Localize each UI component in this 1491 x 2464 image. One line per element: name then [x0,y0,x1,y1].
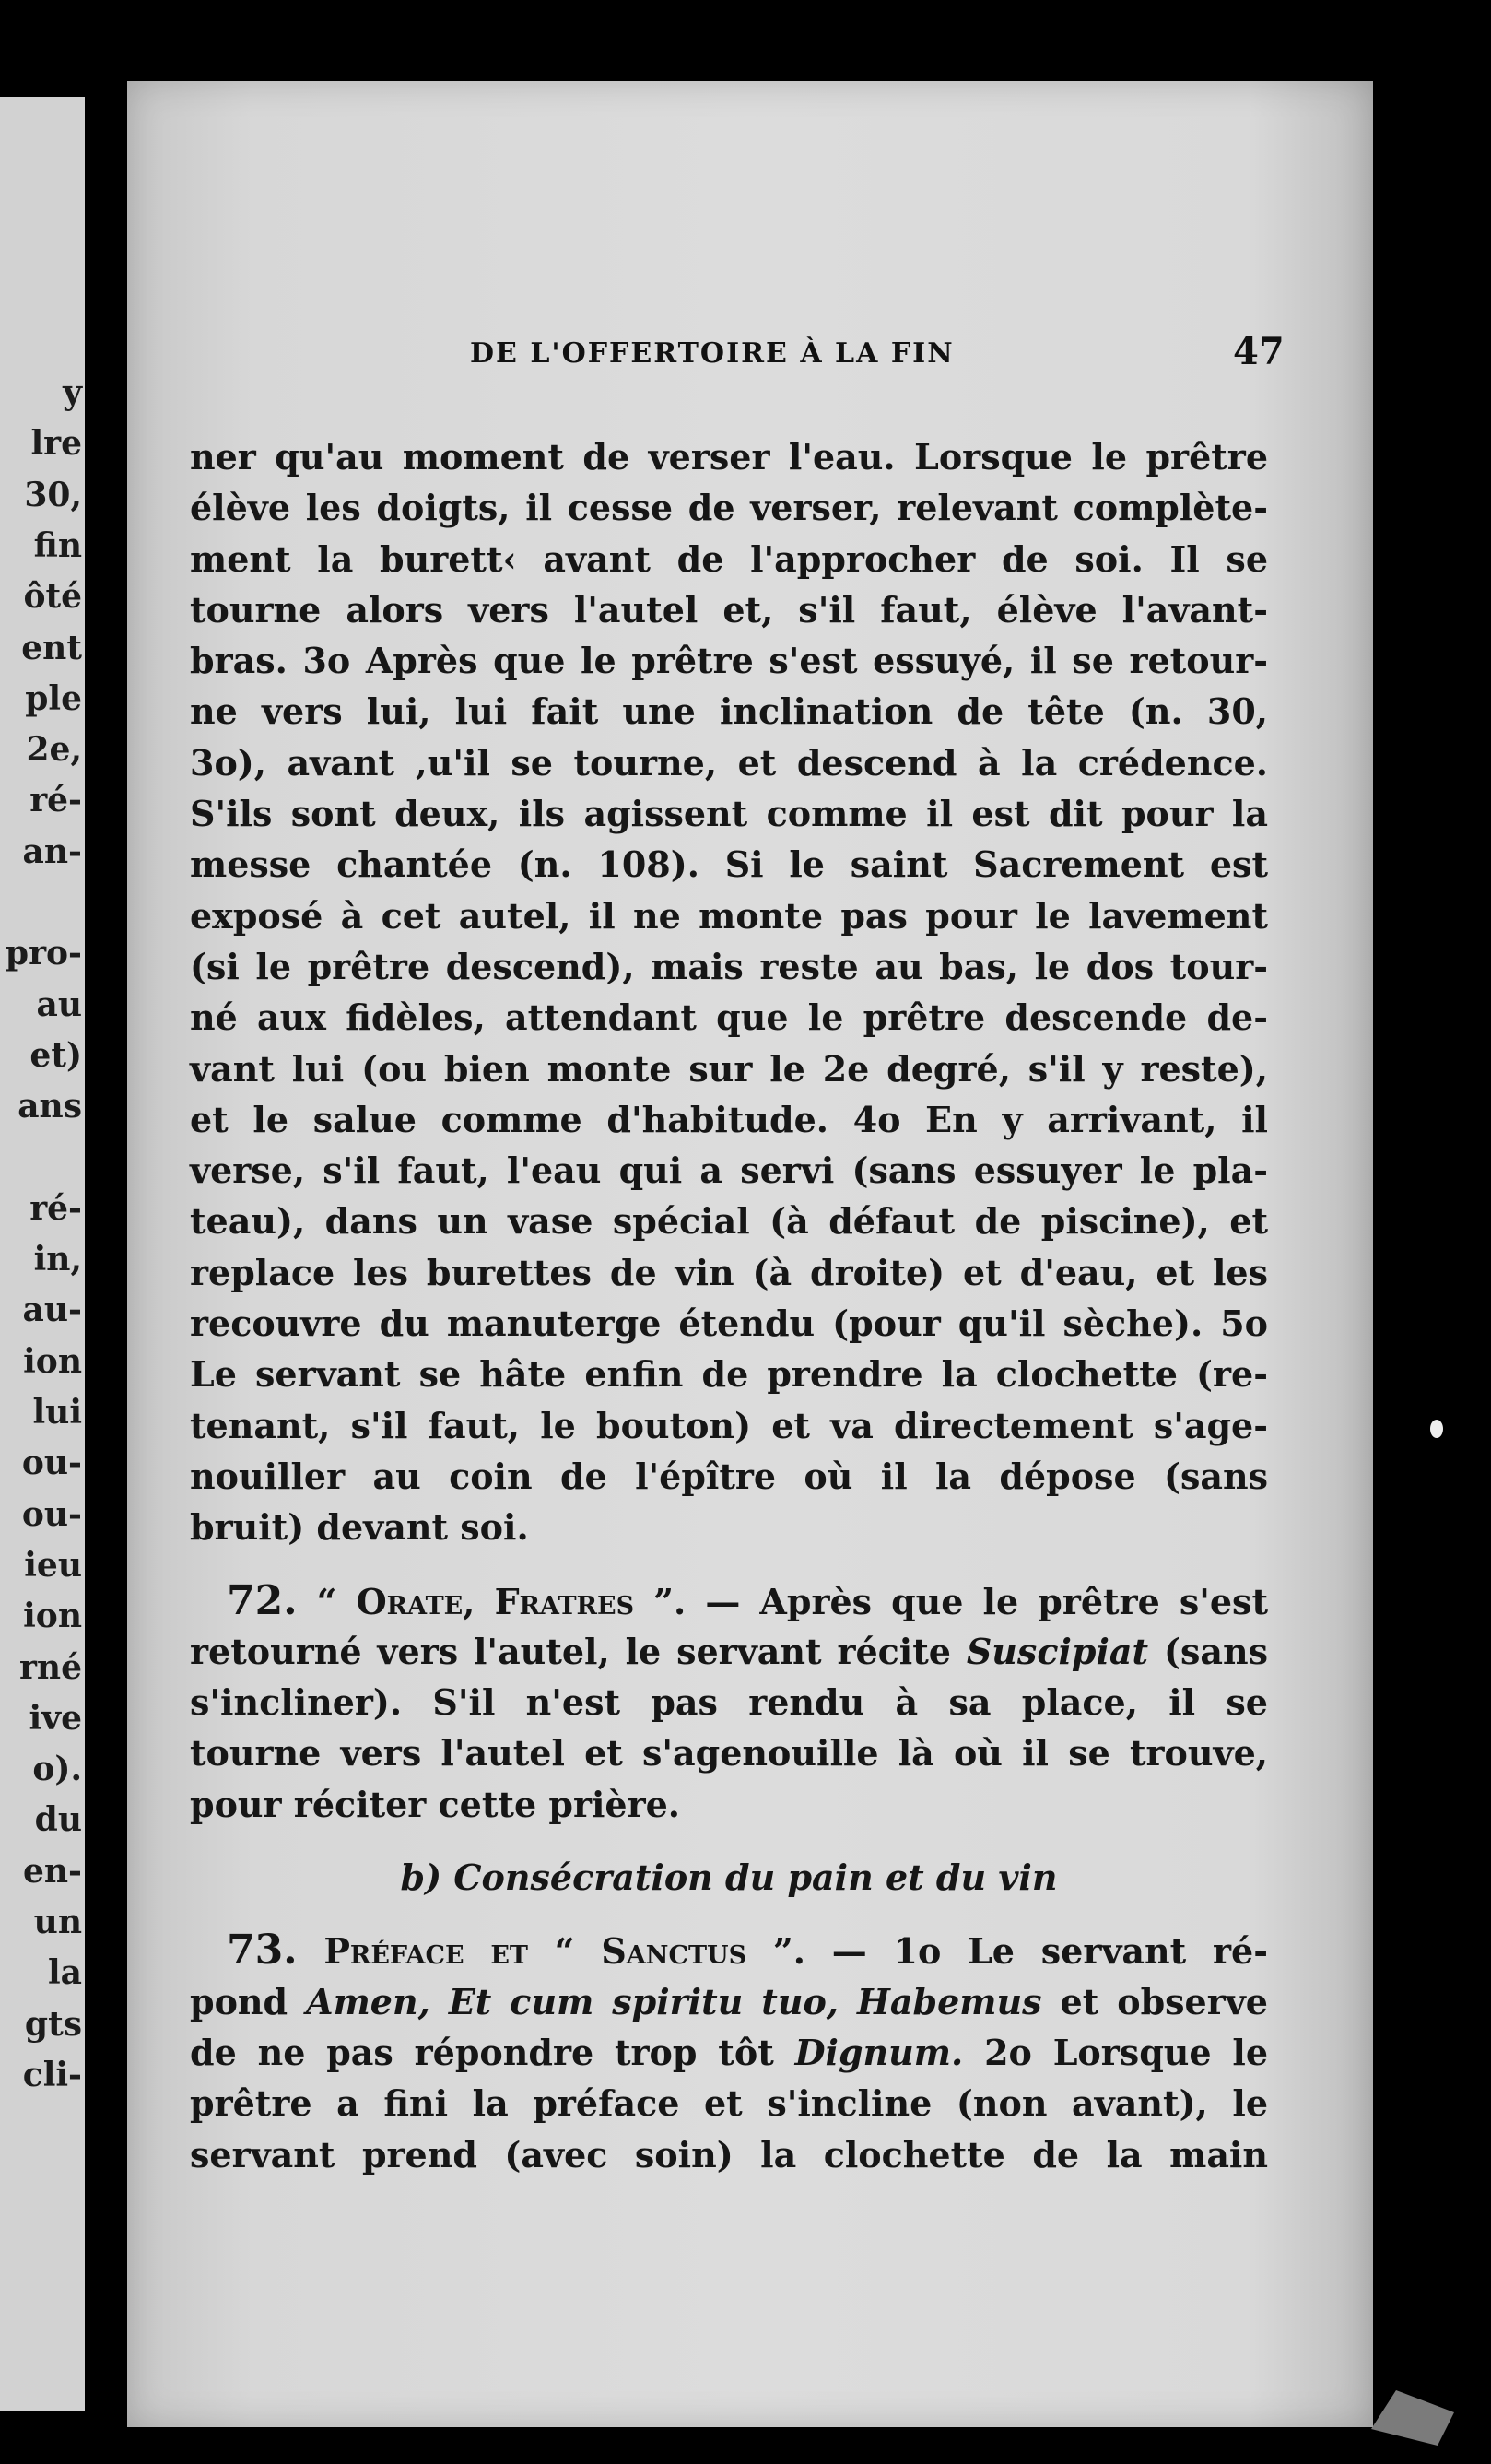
book-page [127,81,1373,2427]
left-page-fragment: lre [30,424,82,464]
scan-corner-mark [1371,2390,1454,2446]
left-page-fragment: au- [22,1291,82,1330]
paragraph-line: verse, s'il faut, l'eau qui a servi (sans essuyer le pla- [190,1149,1268,1192]
paragraph-text: pond [190,1980,288,2022]
left-page-fragment: ion [23,1341,82,1381]
paragraph-line: exposé à cet autel, il ne monte pas pour le lavement [190,894,1268,937]
paragraph-line: Le servant se hâte enfin de prendre la clochette (re- [190,1353,1268,1396]
left-page-fragment: ôté [23,577,82,617]
left-page-fragment: ion [23,1597,82,1636]
paragraph-line: élève les doigts, il cesse de verser, relevant complète- [190,487,1268,529]
paragraph-line: teau), dans un vase spécial (à défaut de piscine), et [190,1200,1268,1243]
paragraph-line: bruit) devant soi. [190,1506,529,1549]
paragraph-line: (si le prêtre descend), mais reste au bas, le dos tour- [190,945,1268,987]
left-page-fragment: ans [18,1087,82,1126]
left-page-fragment: ou- [21,1494,82,1534]
paragraph-text: de ne pas répondre trop tôt [190,2031,774,2073]
paragraph-line: 3o), avant ‚u'il se tourne, et descend à la crédence. [190,741,1268,784]
left-page-fragment: ou- [21,1444,82,1483]
left-page-fragment: fin [33,525,82,565]
left-page-fragment: ent [21,628,82,667]
paragraph-72-line [190,1575,1268,1626]
left-page-fragment: ré- [29,781,82,820]
paragraph-line: replace les burettes de vin (à droite) et d'eau, et les [190,1251,1268,1293]
left-page-fragment: in, [33,1240,82,1279]
paragraph-line: ne vers lui, lui fait une inclination de tête (n. 30, [190,690,1268,733]
paragraph-text: retourné vers l'autel, le servant récite [190,1630,951,1672]
paragraph-73-line: servant prend (avec soin) la clochette de la main [190,2133,1268,2175]
paragraph-73-line [190,2027,1268,2078]
left-page-fragment: o). [32,1750,82,1789]
left-page-fragment: au [36,984,82,1024]
paragraph-line: messe chantée (n. 108). Si le saint Sacrement est [190,843,1268,886]
paragraph-line: nouiller au coin de l'épître où il la dépose (sans [190,1455,1268,1497]
paragraph-continued [190,431,1268,1553]
paragraph-line: S'ils sont deux, ils agissent comme il est dit pour la [190,793,1268,835]
paragraph-line: recouvre du manuterge étendu (pour qu'il sèche). 5o [190,1303,1268,1345]
paragraph-73-line [190,1925,1268,1975]
left-page-fragment: pro- [5,934,82,973]
paragraph-73-line: prêtre a fini la préface et s'incline (non avant), le [190,2082,1268,2125]
left-page-fragment: ive [29,1698,82,1738]
paragraph-line: bras. 3o Après que le prêtre s'est essuyé, il se retour- [190,640,1268,682]
text-block [190,431,1268,2180]
paragraph-text: et observe [1060,1980,1268,2022]
left-page-fragment: un [33,1903,82,1941]
latin-term: Amen, Et cum spiritu tuo, Habemus [306,1980,1042,2022]
scan-speck [1430,1420,1443,1438]
page-number: 47 [1233,330,1285,373]
paragraph-title: “ Orate, Fratres ”. [316,1580,687,1622]
paragraph-text: (sans [1163,1630,1268,1672]
left-page-fragment: an- [22,831,82,871]
left-page-fragment: ré- [29,1188,82,1228]
latin-term: Suscipiat [966,1630,1149,1672]
page-header [127,330,1285,376]
left-page-fragment: 2e, [26,730,82,770]
paragraph-line: tenant, s'il faut, le bouton) et va directement s'age- [190,1404,1268,1446]
left-page-fragment: 30, [24,475,82,514]
left-page-fragment: ieu [24,1545,82,1585]
left-page-fragment: y [63,373,82,412]
left-page-fragment: ple [25,678,82,718]
paragraph-72-line: s'incliner). S'il n'est pas rendu à sa place, il se [190,1681,1268,1724]
paragraph-line: vant lui (ou bien monte sur le 2e degré, s'il y reste), [190,1047,1268,1090]
left-page-fragment: lui [32,1393,82,1432]
paragraph-title: Préface et “ Sanctus ”. [323,1930,805,1973]
paragraph-line: ner qu'au moment de verser l'eau. Lorsque le prêtre [190,436,1268,477]
left-page-fragment: la [47,1953,82,1993]
paragraph-line: tourne alors vers l'autel et, s'il faut, élève l'avant- [190,588,1268,631]
paragraph-line: né aux fidèles, attendant que le prêtre descende de- [190,996,1268,1039]
paragraph-72-line: tourne vers l'autel et s'agenouille là où il se trouve, [190,1732,1268,1774]
paragraph-line: et le salue comme d'habitude. 4o En y arrivant, il [190,1098,1268,1140]
paragraph-text: — Après que le prêtre s'est [705,1580,1268,1622]
paragraph-number: 73. [227,1927,298,1975]
paragraph-72-line [190,1626,1268,1677]
paragraph-text: 2o Lorsque le [984,2031,1269,2073]
paragraph-number: 72. [227,1576,298,1624]
latin-term: Dignum. [794,2031,964,2073]
paragraph-73-line [190,1976,1268,2027]
left-page-margin [0,97,85,2411]
left-page-fragment: rné [18,1647,82,1687]
left-page-fragment: et) [29,1035,82,1075]
left-page-fragment: du [34,1800,82,1840]
left-page-fragment: gts [24,2004,82,2044]
paragraph-text: — 1o Le servant ré- [831,1930,1268,1973]
section-heading: b) Consécration du pain et du vin [400,1857,1058,1899]
left-page-fragment: en- [22,1851,82,1891]
running-head: DE L'OFFERTOIRE À LA FIN [470,337,955,370]
paragraph-line: ment la burett‹ avant de l'approcher de soi. Il se [190,537,1268,580]
left-page-fragment: cli- [22,2055,82,2094]
paragraph-72-line: pour réciter cette prière. [190,1783,680,1825]
